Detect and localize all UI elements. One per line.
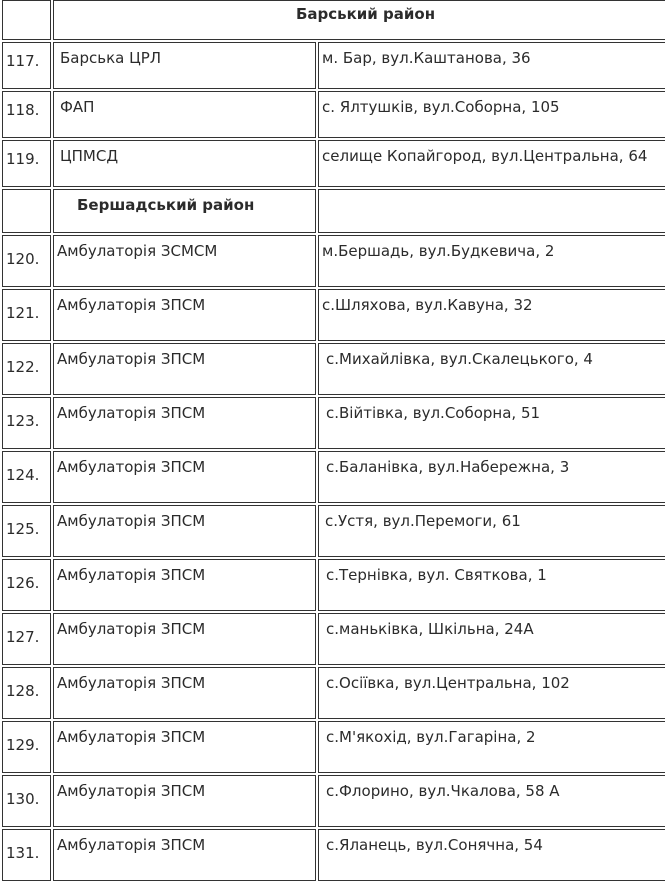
facility-address: с.Яланець, вул.Сонячна, 54: [318, 829, 665, 881]
facility-name: Амбулаторія ЗПСМ: [53, 559, 316, 611]
facility-name: Амбулаторія ЗПСМ: [53, 289, 316, 341]
facility-name: Амбулаторія ЗПСМ: [53, 829, 316, 881]
row-number: 131.: [2, 829, 51, 881]
row-number: 124.: [2, 451, 51, 503]
facility-address: с.Устя, вул.Перемоги, 61: [318, 505, 665, 557]
facility-name: Амбулаторія ЗПСМ: [53, 505, 316, 557]
facility-name: Амбулаторія ЗПСМ: [53, 667, 316, 719]
facility-name: ЦПМСД: [53, 140, 316, 187]
row-number: 128.: [2, 667, 51, 719]
empty-address-cell: [318, 189, 665, 233]
facility-address: с.Михайлівка, вул.Скалецького, 4: [318, 343, 665, 395]
row-number: 119.: [2, 140, 51, 187]
table-row: [2, 343, 665, 395]
table-row: [2, 721, 665, 773]
row-number: 123.: [2, 397, 51, 449]
table-row: [2, 91, 665, 138]
table-row: [2, 42, 665, 89]
facility-address: с.Війтівка, вул.Соборна, 51: [318, 397, 665, 449]
facility-address: с.М'якохід, вул.Гагаріна, 2: [318, 721, 665, 773]
district-header-row: [2, 0, 665, 40]
facility-name: Амбулаторія ЗПСМ: [53, 613, 316, 665]
facility-address: с.Шляхова, вул.Кавуна, 32: [318, 289, 665, 341]
district-title: Бершадський район: [53, 189, 316, 233]
district-header-row: [2, 189, 665, 233]
facility-address: с.маньківка, Шкільна, 24А: [318, 613, 665, 665]
row-number: 118.: [2, 91, 51, 138]
facility-address: селище Копайгород, вул.Центральна, 64: [318, 140, 665, 187]
facility-address: с.Флорино, вул.Чкалова, 58 А: [318, 775, 665, 827]
table-row: [2, 451, 665, 503]
facility-name: ФАП: [53, 91, 316, 138]
row-number: 129.: [2, 721, 51, 773]
facility-name: Амбулаторія ЗПСМ: [53, 343, 316, 395]
row-number: 120.: [2, 235, 51, 287]
facility-name: Амбулаторія ЗПСМ: [53, 451, 316, 503]
facility-address: с.Баланівка, вул.Набережна, 3: [318, 451, 665, 503]
facility-address: с.Осіївка, вул.Центральна, 102: [318, 667, 665, 719]
facility-name: Барська ЦРЛ: [53, 42, 316, 89]
facility-name: Амбулаторія ЗПСМ: [53, 721, 316, 773]
facility-name: Амбулаторія ЗПСМ: [53, 775, 316, 827]
table-row: [2, 289, 665, 341]
table-row: [2, 667, 665, 719]
empty-number-cell: [2, 0, 51, 40]
empty-number-cell: [2, 189, 51, 233]
facility-address: м. Бар, вул.Каштанова, 36: [318, 42, 665, 89]
row-number: 117.: [2, 42, 51, 89]
table-row: [2, 613, 665, 665]
table-row: [2, 559, 665, 611]
district-title: Барський район: [53, 0, 665, 40]
row-number: 122.: [2, 343, 51, 395]
row-number: 127.: [2, 613, 51, 665]
facility-address: м.Бершадь, вул.Будкевича, 2: [318, 235, 665, 287]
facility-name: Амбулаторія ЗСМСМ: [53, 235, 316, 287]
facility-address: с. Ялтушків, вул.Соборна, 105: [318, 91, 665, 138]
facility-address: с.Тернівка, вул. Святкова, 1: [318, 559, 665, 611]
row-number: 126.: [2, 559, 51, 611]
table-row: [2, 775, 665, 827]
table-row: [2, 505, 665, 557]
table-row: [2, 829, 665, 881]
row-number: 130.: [2, 775, 51, 827]
table-row: [2, 235, 665, 287]
table-row: [2, 397, 665, 449]
facility-name: Амбулаторія ЗПСМ: [53, 397, 316, 449]
row-number: 121.: [2, 289, 51, 341]
row-number: 125.: [2, 505, 51, 557]
table-row: [2, 140, 665, 187]
